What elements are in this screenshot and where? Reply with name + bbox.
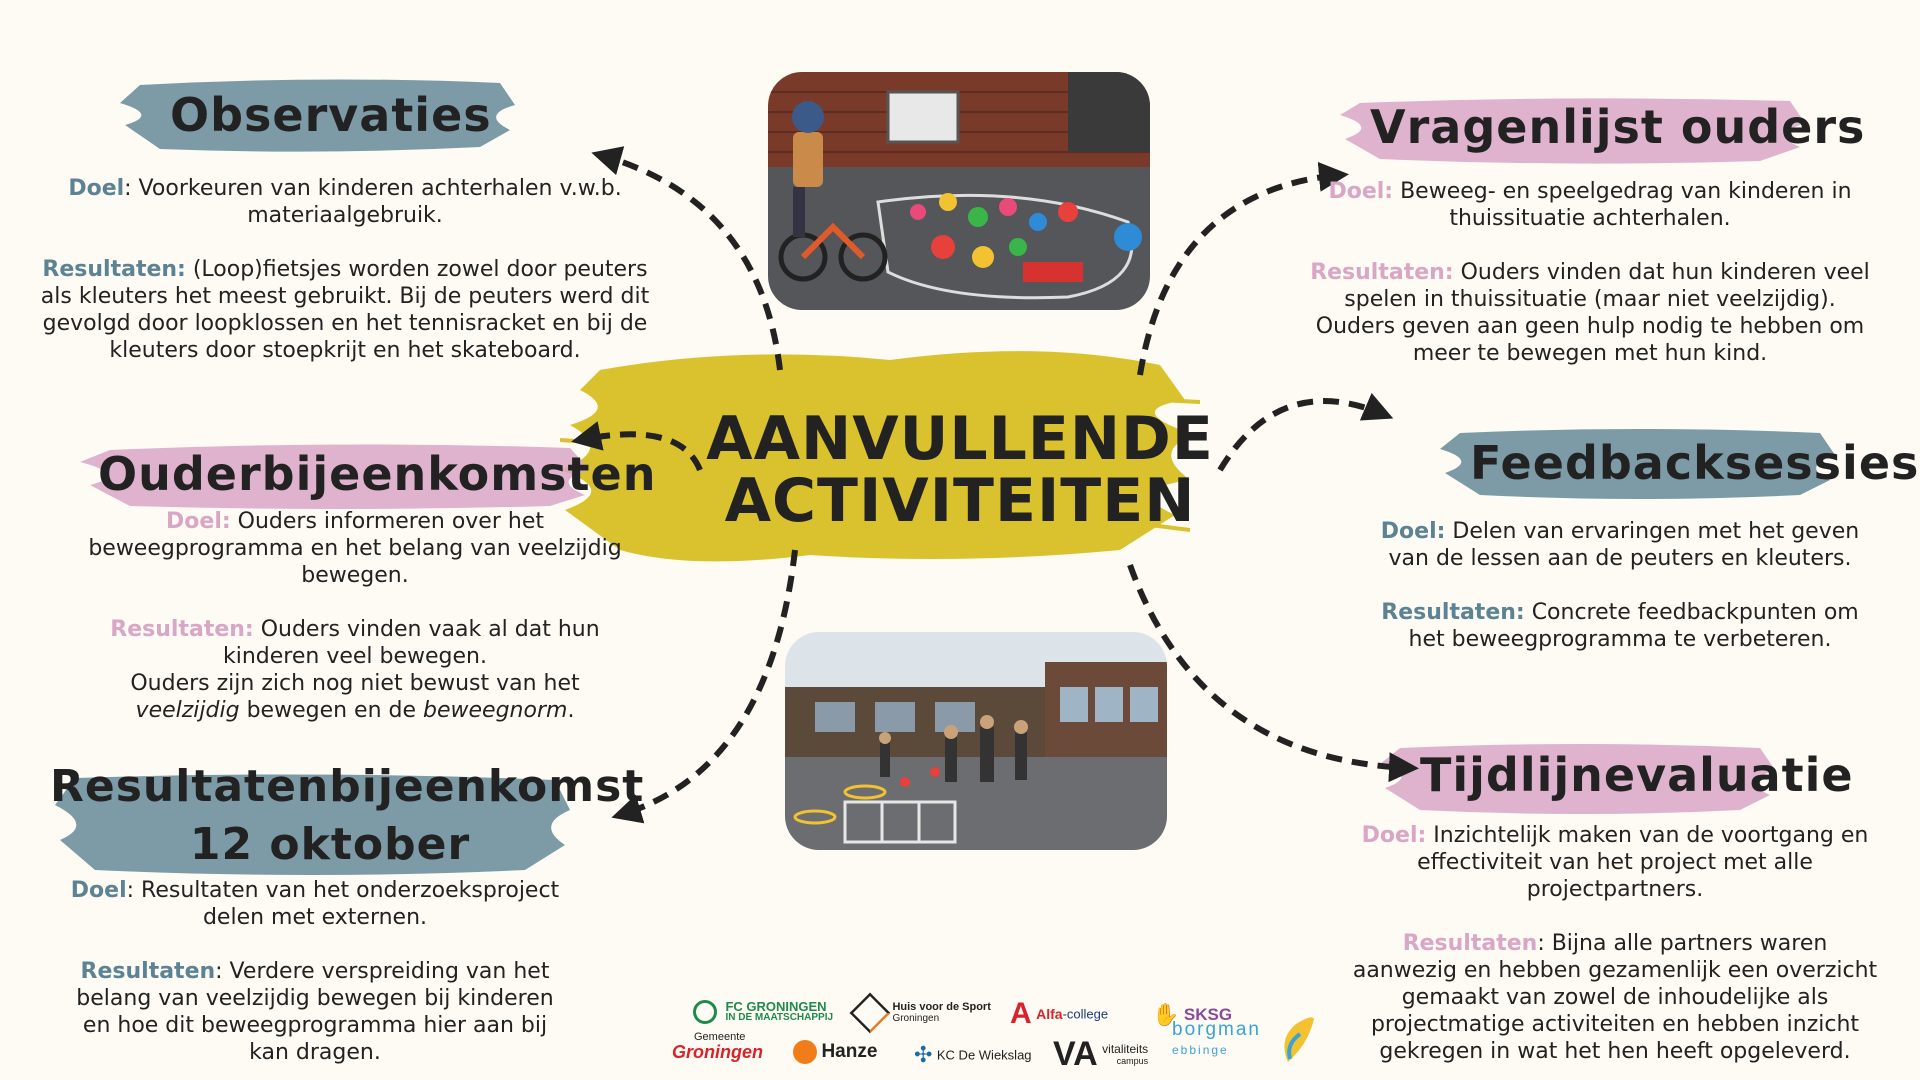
label-resultaten: Resultaten: xyxy=(1381,600,1525,625)
text-resultaten-2c: . xyxy=(567,698,575,723)
body-tijdlijnevaluatie xyxy=(1350,822,1880,1065)
title-tijdlijnevaluatie: Tijdlijnevaluatie xyxy=(1420,748,1854,802)
huis-line2: Groningen xyxy=(892,1013,940,1024)
photo-playground-materials xyxy=(768,72,1150,310)
center-title-line2: ACTIVITEITEN xyxy=(724,466,1196,536)
text-doel: Inzichtelijk maken van de voortgang en effectiviteit van het project met alle projectpartners. xyxy=(1417,823,1869,902)
text-resultaten: Concrete feedbackpunten om het beweegprogramma te verbeteren. xyxy=(1408,600,1859,652)
text-resultaten-2b: bewegen en de xyxy=(239,698,424,723)
label-doel: Doel: xyxy=(1328,179,1394,204)
text-resultaten: Ouders vinden dat hun kinderen veel spelen in thuissituatie (maar niet veelzijdig). Ouders geven aan geen hulp nodig te hebben om meer te bewegen met hun kind. xyxy=(1315,260,1870,366)
logo-kc-de-wiekslag xyxy=(914,1042,1032,1068)
text-doel: : Voorkeuren van kinderen achterhalen v.w.b. materiaalgebruik. xyxy=(124,176,622,228)
text-doel: : Resultaten van het onderzoeksproject delen met externen. xyxy=(126,878,560,930)
gem-line2: Groningen xyxy=(672,1042,763,1062)
body-feedbacksessies xyxy=(1360,518,1880,653)
gem-line1: Gemeente xyxy=(694,1031,746,1043)
logo-alfa-college xyxy=(1010,997,1108,1031)
text-em-beweegnorm: beweegnorm xyxy=(423,698,568,723)
windmill-icon: ✣ xyxy=(914,1042,933,1067)
logo-vitaliteitscampus xyxy=(1053,1035,1148,1074)
title-ouderbijeenkomsten: Ouderbijeenkomsten xyxy=(98,447,657,501)
label-resultaten: Resultaten: xyxy=(42,257,186,282)
label-doel: Doel: xyxy=(1380,519,1446,544)
title-line2: 12 oktober xyxy=(189,819,471,870)
logo-hanze xyxy=(793,1040,877,1064)
fc-line2: IN DE MAATSCHAPPIJ xyxy=(725,1012,834,1023)
sksg-hand-icon: ✋ xyxy=(1152,1002,1180,1027)
text-resultaten-2a: Ouders zijn zich nog niet bewust van het xyxy=(130,671,580,696)
text-doel: Beweeg- en speelgedrag van kinderen in thuissituatie achterhalen. xyxy=(1393,179,1852,231)
vit-line1: vitaliteits xyxy=(1102,1041,1149,1056)
title-line1: Resultatenbijeenkomst xyxy=(50,761,645,812)
hanze-icon xyxy=(793,1040,817,1064)
text-resultaten: Ouders vinden vaak al dat hun kinderen veel bewegen. xyxy=(223,617,600,669)
title-feedbacksessies: Feedbacksessies xyxy=(1470,436,1920,490)
center-title-line1: AANVULLENDE xyxy=(706,404,1214,474)
alfa-name: Alfa xyxy=(1036,1006,1063,1022)
body-ouderbijeenkomsten xyxy=(75,508,635,724)
label-doel: Doel xyxy=(68,176,125,201)
fc-line1: FC GRONINGEN xyxy=(725,999,827,1014)
label-resultaten: Resultaten xyxy=(1402,931,1538,956)
text-doel: Delen van ervaringen met het geven van de lessen aan de peuters en kleuters. xyxy=(1388,519,1860,571)
vit-line2: campus xyxy=(1116,1055,1149,1066)
body-vragenlijst xyxy=(1310,178,1870,367)
label-resultaten: Resultaten xyxy=(80,959,216,984)
photo-schoolyard-activity xyxy=(785,632,1167,850)
hanze-name: Hanze xyxy=(821,1041,878,1062)
alfa-suffix: -college xyxy=(1062,1006,1109,1022)
borg-line2: ebbinge xyxy=(1172,1043,1229,1057)
title-vragenlijst: Vragenlijst ouders xyxy=(1370,100,1866,154)
borgman-leaf-icon xyxy=(1278,1014,1316,1064)
label-resultaten: Resultaten: xyxy=(110,617,254,642)
sksg-name: SKSG xyxy=(1183,1005,1233,1024)
text-em-veelzijdig: veelzijdig xyxy=(135,698,240,723)
text-resultaten: : Bijna alle partners waren aanwezig en hebben gezamenlijk een overzicht gemaakt van zowel de inhoudelijke als projectmatige activiteiten en hebben inzicht gekregen in wat het hen heeft opgeleverd. xyxy=(1352,931,1878,1064)
logo-fc-groningen xyxy=(693,1000,833,1024)
label-doel: Doel: xyxy=(1361,823,1427,848)
vitaliteit-v-icon: VA xyxy=(1053,1035,1098,1073)
kc-name: KC De Wiekslag xyxy=(936,1047,1032,1063)
label-resultaten: Resultaten: xyxy=(1310,260,1454,285)
title-resultatenbijeenkomst xyxy=(50,758,645,874)
arrow-feedbacksessies xyxy=(1220,401,1385,470)
text-doel: Ouders informeren over het beweegprogramma en het belang van veelzijdig bewegen. xyxy=(88,509,622,588)
center-title xyxy=(700,404,1220,536)
text-resultaten: (Loop)fietsjes worden zowel door peuters als kleuters het meest gebruikt. Bij de peuters werd dit gevolgd door loopklossen en het tennisracket en bij de kleuters door stoepkrijt en het skateboard. xyxy=(40,257,650,363)
title-observaties: Observaties xyxy=(170,88,492,142)
huis-line1: Huis voor de Sport xyxy=(892,1001,991,1013)
logo-gemeente-groningen xyxy=(672,1030,763,1060)
borg-line1: borgman xyxy=(1172,1019,1261,1040)
logo-borgman-ebbinge xyxy=(1172,1020,1261,1060)
body-resultatenbijeenkomst xyxy=(65,877,565,1066)
text-resultaten: : Verdere verspreiding van het belang van veelzijdig bewegen bij kinderen en hoe dit beweegprogramma hier aan bij kan dragen. xyxy=(76,959,554,1065)
label-doel: Doel xyxy=(70,878,127,903)
arrow-resultatenbijeenkomst xyxy=(620,550,795,815)
logo-huis-voor-de-sport xyxy=(852,995,991,1031)
label-doel: Doel: xyxy=(166,509,231,534)
body-observaties xyxy=(30,175,660,364)
alfa-a-icon: A xyxy=(1010,997,1032,1030)
